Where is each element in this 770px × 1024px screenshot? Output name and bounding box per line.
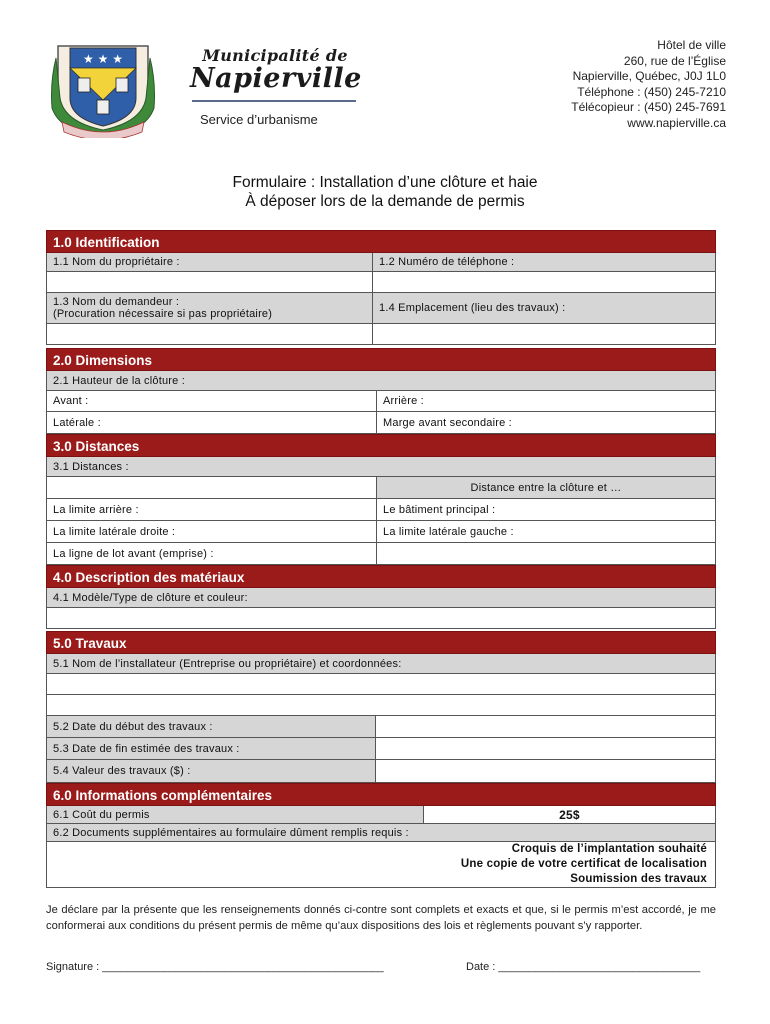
location-field[interactable] [372, 324, 715, 344]
form-row [46, 391, 716, 412]
fence-height-label: 2.1 Hauteur de la clôture : [47, 371, 715, 390]
applicant-name-label: 1.3 Nom du demandeur : [53, 296, 180, 308]
contact-line: Napierville, Québec, J0J 1L0 [572, 69, 726, 83]
contact-fax: Télécopieur : (450) 245-7691 [571, 100, 726, 114]
form-row [46, 412, 716, 434]
form-row [46, 371, 716, 391]
form-row [46, 293, 716, 324]
blank-cell [47, 477, 376, 498]
section-heading-materials: 4.0 Description des matériaux [46, 565, 716, 588]
side-height-field[interactable]: Latérale : [47, 412, 376, 433]
form-row [46, 842, 716, 888]
supporting-docs-list [47, 842, 715, 887]
location-label: 1.4 Emplacement (lieu des travaux) : [372, 293, 715, 323]
applicant-name-field[interactable] [47, 324, 372, 344]
form-row [46, 608, 716, 629]
form-row [46, 654, 716, 674]
doc-item-certificate: Une copie de votre certificat de localisation [460, 858, 707, 870]
contact-line: 260, rue de l’Église [623, 53, 726, 68]
form-row [46, 499, 716, 521]
form-row [46, 543, 716, 565]
end-date-label: 5.3 Date de fin estimée des travaux : [47, 738, 375, 759]
front-lot-line-field[interactable]: La ligne de lot avant (emprise) : [47, 543, 376, 564]
distances-label: 3.1 Distances : [47, 457, 715, 476]
date-line[interactable]: Date : _________________________________ [466, 961, 701, 973]
form-row [46, 738, 716, 760]
section-heading-additional-info: 6.0 Informations complémentaires [46, 783, 716, 806]
form-row [46, 695, 716, 716]
section-heading-dimensions: 2.0 Dimensions [46, 348, 716, 371]
owner-name-label: 1.1 Nom du propriétaire : [47, 253, 372, 271]
form-row [46, 521, 716, 543]
section-heading-works: 5.0 Travaux [46, 631, 716, 654]
contact-block [571, 38, 726, 131]
supporting-docs-label: 6.2 Documents supplémentaires au formulaire dûment remplis requis : [47, 824, 715, 841]
installer-field-line1[interactable] [47, 674, 715, 694]
form-row [46, 324, 716, 345]
start-date-field[interactable] [375, 716, 715, 737]
section-heading-identification: 1.0 Identification [46, 230, 716, 253]
blank-cell [376, 543, 715, 564]
installer-label: 5.1 Nom de l’installateur (Entreprise ou propriétaire) et coordonnées: [47, 654, 715, 673]
form-row [46, 457, 716, 477]
form-row [46, 272, 716, 293]
start-date-label: 5.2 Date du début des travaux : [47, 716, 375, 737]
contact-website: www.napierville.ca [627, 115, 726, 130]
rear-limit-field[interactable]: La limite arrière : [47, 499, 376, 520]
form-subtitle: À déposer lors de la demande de permis [245, 193, 525, 210]
contact-line: Hôtel de ville [657, 38, 726, 52]
doc-item-quote: Soumission des travaux [570, 873, 707, 885]
section-heading-distances: 3.0 Distances [46, 434, 716, 457]
installer-field-line2[interactable] [47, 695, 715, 715]
signature-line[interactable]: Signature : ______________________________________________ [46, 961, 384, 973]
rear-height-field[interactable]: Arrière : [376, 391, 715, 411]
works-value-label: 5.4 Valeur des travaux ($) : [47, 760, 375, 782]
works-value-field[interactable] [375, 760, 715, 782]
header-divider [192, 100, 356, 102]
form-row [46, 824, 716, 842]
municipality-line2: Napierville [190, 63, 362, 94]
form-title: Formulaire : Installation d’une clôture et haie [232, 174, 538, 191]
svg-text:★ ★ ★: ★ ★ ★ [83, 52, 123, 66]
form-row [46, 716, 716, 738]
fence-model-field[interactable] [47, 608, 715, 628]
municipality-name [190, 46, 360, 93]
left-side-limit-field[interactable]: La limite latérale gauche : [376, 521, 715, 542]
municipality-line1: Municipalité de [202, 46, 348, 65]
permit-cost-value: 25$ [423, 806, 715, 823]
phone-field[interactable] [372, 272, 715, 292]
applicant-label-cell [47, 293, 372, 323]
contact-phone: Téléphone : (450) 245-7210 [577, 84, 726, 99]
permit-cost-label: 6.1 Coût du permis [47, 806, 423, 823]
form-row [46, 253, 716, 272]
distance-between-label: Distance entre la clôture et … [376, 477, 715, 498]
fence-model-label: 4.1 Modèle/Type de clôture et couleur: [47, 588, 715, 607]
front-height-field[interactable]: Avant : [47, 391, 376, 411]
service-name: Service d’urbanisme [200, 112, 318, 127]
form-row [46, 477, 716, 499]
phone-label: 1.2 Numéro de téléphone : [372, 253, 715, 271]
declaration-text: Je déclare par la présente que les renseignements donnés ci-contre sont complets et exacts et que, si le permis m’est accordé, je me conformerai aux conditions du présent permis de même qu’aux dispositions des lois et règlements pouvant s’y rapporter. [46, 904, 716, 932]
form-row [46, 760, 716, 783]
secondary-margin-field[interactable]: Marge avant secondaire : [376, 412, 715, 433]
form-row [46, 806, 716, 824]
permit-form [46, 230, 716, 888]
applicant-note: (Procuration nécessaire si pas propriétaire) [53, 308, 273, 320]
owner-name-field[interactable] [47, 272, 372, 292]
form-row [46, 588, 716, 608]
form-row [46, 674, 716, 695]
doc-item-sketch: Croquis de l’implantation souhaité [511, 843, 707, 855]
main-building-field[interactable]: Le bâtiment principal : [376, 499, 715, 520]
end-date-field[interactable] [375, 738, 715, 759]
municipal-crest-logo [48, 38, 158, 138]
right-side-limit-field[interactable]: La limite latérale droite : [47, 521, 376, 542]
